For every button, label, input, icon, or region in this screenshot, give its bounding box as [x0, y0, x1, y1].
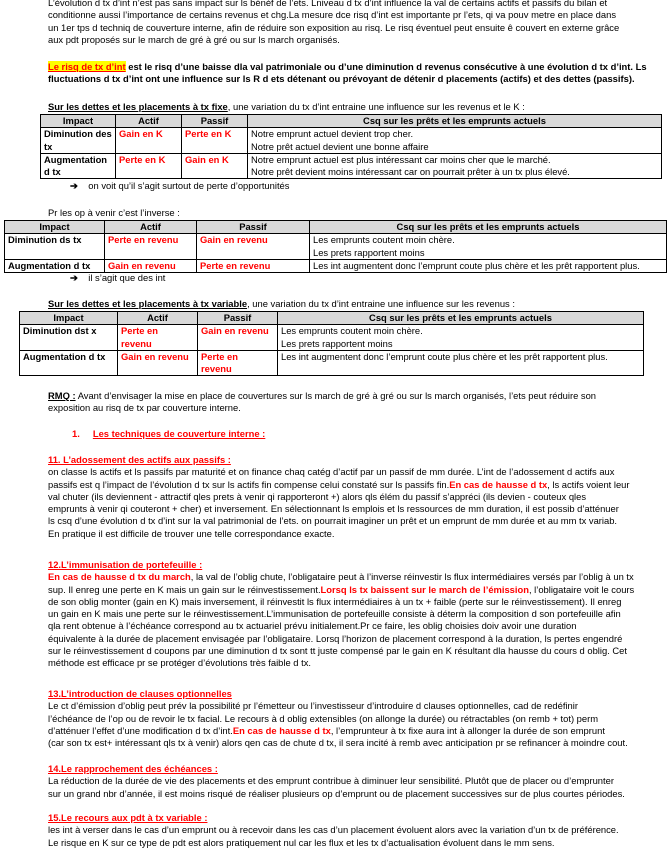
emphasis-text: En cas de hausse d tx: [232, 724, 331, 736]
consequence-line: Les emprunts coutent moin chère.: [281, 325, 423, 337]
passif-cell: Gain en K: [182, 153, 248, 179]
column-header: Csq sur les prêts et les emprunts actuels: [248, 115, 662, 128]
remark-text: Avant d’envisager la mise en place de couvertures sur ls march de gré à gré ou sur ls march organisés, l’ets peut réduire son: [75, 390, 597, 401]
body-line: passifs est q l’impact de l’évolution d tx sur ls actifs fin compense celui constaté sur ls passifs fin.: [48, 478, 450, 490]
consequence-line: Notre prêt actuel devient une bonne affaire: [251, 140, 429, 152]
consequence-line: Notre emprunt actuel est plus intéressant car moins cher que le marché.: [251, 153, 551, 165]
intro-paragraph: [48, 0, 668, 46]
subsection-11: [48, 454, 668, 540]
consequence-cell: Les int augmentent donc l’emprunt coute plus chère et les prêt rapportent plus.: [278, 350, 644, 376]
variable-rate-intro: [48, 298, 668, 310]
intro-line: aux pdt proposés sur le march de gré à gré ou sur ls march organisés.: [48, 33, 340, 45]
impact-cell: Augmentation d tx: [41, 153, 116, 179]
body-line: En pratique il est difficile de trouver une telle correspondance exacte.: [48, 527, 335, 539]
consequence-line: Notre prêt devient moins intéressant car on pourrait prêter à un tx plus élevé.: [251, 166, 570, 178]
body-line: , ls actifs voient leur: [547, 478, 630, 490]
body-line: sur un grand nbr d’année, il est moins risqué de réaliser plusieurs op d’emprunt ou de placement successives sur de plus courtes périodes.: [48, 787, 625, 799]
passif-line: revenu: [201, 363, 232, 375]
future-ops-table: [4, 220, 667, 273]
body-line: les int à verser dans le cas d’un emprunt ou à recevoir dans les cas d’un placement évoluent alors avec la variation d’un tx de préférence.: [48, 824, 619, 836]
body-line: , l’obligataire voit le cours: [528, 583, 635, 595]
table-row: [41, 153, 662, 179]
section-number: 1.: [72, 428, 80, 439]
body-line: méthode est efficace pr se protéger d’évolutions très faible d tx.: [48, 657, 311, 669]
consequence-line: Les emprunts coutent moin chère.: [313, 234, 455, 246]
remark-paragraph: [48, 390, 668, 415]
actif-cell: Gain en revenu: [118, 350, 198, 376]
subsection-title: 12.L’immunisation de portefeuille :: [48, 559, 203, 570]
note-text: on voit qu’il s’agit surtout de perte d’opportunités: [88, 180, 290, 191]
fixed-rate-text: , une variation du tx d’int entraine une influence sur les revenus et le K :: [227, 101, 525, 112]
body-line: , la val de l’oblig chute, l’obligataire peut à l’inverse réinvestir ls flux intermédiaires versés par l’oblig à un tx: [190, 571, 634, 583]
consequence-cell: [278, 325, 644, 351]
body-line: sup. Il enreg une perte en K mais un gain sur le réinvestissement.: [48, 583, 321, 595]
impact-cell: Augmentation d tx: [5, 259, 105, 272]
consequence-cell: Les int augmentent donc l’emprunt coute plus chère et les prêt rapportent plus.: [310, 259, 667, 272]
body-line: , l’emprunteur à tx fixe aura int à allonger la durée de son emprunt: [330, 724, 605, 736]
column-header: Actif: [105, 221, 197, 234]
column-header: Passif: [182, 115, 248, 128]
emphasis-text: En cas de hausse d tx: [449, 478, 548, 490]
section-title: Les techniques de couverture interne :: [92, 428, 266, 439]
subsection-13: [48, 688, 668, 749]
body-line: sur le réinvestissement d coupons par une diminution d tx sont tt juste compensé par le gain en K résultant dla hausse du cours d oblig. Cet: [48, 645, 627, 657]
variable-rate-heading: Sur les dettes et les placements à tx variable: [48, 298, 248, 309]
subsection-12: [48, 559, 668, 670]
body-line: Le ct d’émission d’oblig peut prév la possibilité pr l’émetteur ou l’investisseur d’introduire d clauses optionnelles, cad de redéfinir: [48, 700, 578, 712]
table-row: [5, 259, 667, 272]
body-line: d’atténuer l’effet d’une modification d tx d’int.: [48, 724, 233, 736]
variable-rate-table: [19, 311, 644, 376]
intro-line: conditionne aussi l’importance de certains revenus et chg.La mesure dce risq d’int est importante pr l’ets, qi va pouv metre en place dans: [48, 9, 617, 21]
actif-cell: Gain en revenu: [105, 259, 197, 272]
definition-term: Le risq de tx d’int: [48, 61, 126, 72]
column-header: Impact: [5, 221, 105, 234]
note-text: il s’agit que des int: [88, 272, 166, 283]
passif-cell: Gain en revenu: [198, 325, 278, 351]
table-row: [20, 350, 644, 376]
body-line: qla rent obtenue à l’échéance correspond au tx actuariel prévu initialement.Pr ce faire, les oblig choisies doiv avoir une duration: [48, 620, 577, 632]
arrow-right-icon: ➔: [70, 272, 78, 283]
column-header: Impact: [20, 312, 118, 325]
body-line: de son oblig monter (gain en K) mais inversement, il réinvestit ls flux intermédiaires à un tx + faible (perte sur le réinvestissement). Il enreg: [48, 595, 622, 607]
impact-cell: Diminution des tx: [41, 128, 116, 154]
column-header: Passif: [198, 312, 278, 325]
fixed-rate-intro: [48, 101, 668, 113]
future-ops-intro: [48, 207, 608, 219]
column-header: Impact: [41, 115, 116, 128]
consequence-cell: [248, 153, 662, 179]
consequence-cell: [248, 128, 662, 154]
body-line: val chuter (ils deviennent - attractif qles prets à venir qi rapporteront +) alors qls élém du passif s’appréci (ils devien - couteux qles: [48, 490, 587, 502]
consequence-line: Les prets rapportent moins: [281, 337, 393, 349]
actif-cell: Perte en K: [116, 153, 182, 179]
actif-line: revenu: [121, 337, 152, 349]
table-header-row: [41, 115, 662, 128]
actif-cell: Perte en revenu: [105, 234, 197, 260]
subsection-title: 15.Le recours aux pdt à tx variable :: [48, 812, 208, 823]
table-header-row: [20, 312, 644, 325]
impact-cell: Diminution dst x: [20, 325, 118, 351]
subsection-15: [48, 812, 668, 849]
subsection-title: 14.Le rapprochement des échéances :: [48, 763, 218, 774]
consequence-line: Notre emprunt actuel devient trop cher.: [251, 128, 414, 140]
consequence-line: Les prets rapportent moins: [313, 246, 425, 258]
body-line: on classe ls actifs et ls passifs par maturité et on finance chaq catég d’actif par un passif de mm durée. L’int de l’adossement d actifs aux: [48, 466, 615, 478]
table-row: [20, 325, 644, 351]
subsection-title: 13.L’introduction de clauses optionnelles: [48, 688, 232, 699]
future-ops-note: [70, 272, 630, 284]
body-line: ls csq d’une évolution d tx d’int sur la val patrimonial de l’ets. on pourrait imaginer un prêt et un emprunt de mm durée et au mm tx variab.: [48, 515, 618, 527]
column-header: Passif: [197, 221, 310, 234]
remark-text: exposition au risq de tx par couverture interne.: [48, 402, 241, 414]
body-line: équivalente à la durée de placement envisagée par l’obligataire. Lorsq l’horizon de placement correspond à la duration, ls pertes engendré: [48, 632, 623, 644]
table-row: [41, 128, 662, 154]
body-line: l’échéance de l’op ou de revoir le tx facial. Le recours à d oblig extensibles (on allonge la durée) ou rétractables (on remb + tot) perm: [48, 712, 599, 724]
body-line: un gain en K mais une perte sur le réinvestissement.L’immunisation de portefeuille consiste à déterm la composition d son portefeuille afin: [48, 608, 621, 620]
column-header: Actif: [118, 312, 198, 325]
body-line: Le risque en K sur ce type de pdt est alors pratiquement nul car les flux et les tx d’actualisation évoluent dans le mm sens.: [48, 836, 555, 848]
definition-text: fluctuations d tx d’int ont une influence sur ls R d ets détenant ou prévoyant de détenir d placements (actifs) et des dettes (passifs).: [48, 73, 635, 85]
table-header-row: [5, 221, 667, 234]
remark-label: RMQ :: [48, 390, 76, 401]
future-ops-text: Pr les op à venir c’est l’inverse :: [48, 207, 180, 218]
subsection-title: 11. L’adossement des actifs aux passifs :: [48, 454, 231, 465]
passif-cell: Gain en revenu: [197, 234, 310, 260]
consequence-cell: [310, 234, 667, 260]
emphasis-text: Lorsq ls tx baissent sur le march de l’émission: [320, 583, 529, 595]
impact-cell: Augmentation d tx: [20, 350, 118, 376]
fixed-rate-heading: Sur les dettes et les placements à tx fixe: [48, 101, 228, 112]
passif-cell: Perte en K: [182, 128, 248, 154]
column-header: Csq sur les prêts et les emprunts actuels: [310, 221, 667, 234]
emphasis-text: En cas de hausse d tx du march: [48, 571, 191, 583]
intro-line: L’évolution d tx d’int n’est pas sans impact sur ls bénéf de l’ets. Lniveau d tx d’int influence la val de certains actifs et passifs du bilan et: [48, 0, 608, 8]
column-header: Csq sur les prêts et les emprunts actuels: [278, 312, 644, 325]
column-header: Actif: [116, 115, 182, 128]
body-line: La réduction de la durée de vie des placements et des emprunt contribue à diminuer leur sensibilité. Plutôt que de placer ou d’emprunter: [48, 775, 614, 787]
actif-cell: Gain en K: [116, 128, 182, 154]
arrow-right-icon: ➔: [70, 180, 78, 191]
fixed-rate-note: [70, 180, 630, 192]
subsection-14: [48, 763, 668, 800]
definition-paragraph: [48, 61, 668, 86]
fixed-rate-table: [40, 114, 662, 179]
body-line: emprunts à venir qi couteront + cher) et inversement. En sélectionnant ls emplois et ls ressources de mm duration, il est possib d’atténuer: [48, 503, 619, 515]
body-line: (car son tx est+ intéressant qls tx à venir) alors qen cas de chute d tx, il sera incité à remb avec anticipation pr se refinancer à moindre cout.: [48, 737, 628, 749]
variable-rate-text: , une variation du tx d’int entraine une influence sur les revenus :: [247, 298, 515, 309]
passif-cell: [198, 350, 278, 376]
actif-line: Perte en: [121, 325, 158, 337]
table-row: [5, 234, 667, 260]
passif-line: Perte en: [201, 350, 238, 362]
impact-cell: Diminution ds tx: [5, 234, 105, 260]
definition-text: est le risq d’une baisse dla val patrimoniale ou d’une diminution d revenus consécutive à une évolution d tx d’int. Ls: [125, 61, 647, 72]
actif-cell: [118, 325, 198, 351]
passif-cell: Perte en revenu: [197, 259, 310, 272]
section-heading: [72, 428, 572, 440]
intro-line: un 1er tps d techniq de couverture interne, afin de réduire son exposition au risq. Le risq éventuel peut ensuite ê couvert en externe grâce: [48, 21, 620, 33]
